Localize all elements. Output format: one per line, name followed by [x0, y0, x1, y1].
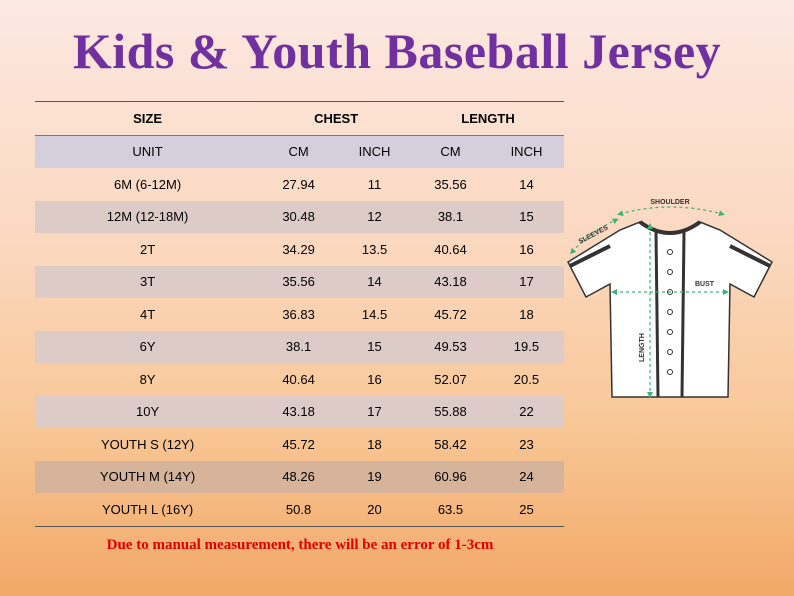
- length-cm-cell: 43.18: [412, 266, 489, 299]
- chest-inch-cell: 12: [337, 201, 412, 234]
- page-title: Kids & Youth Baseball Jersey: [72, 23, 722, 79]
- sleeves-label: SLEEVES: [577, 224, 610, 246]
- chest-cm-cell: 50.8: [260, 493, 337, 526]
- size-cell: 8Y: [139, 371, 156, 387]
- length-inch-cell: 15: [489, 201, 564, 234]
- length-label: LENGTH: [639, 333, 646, 362]
- chest-cm-cell: 35.56: [260, 266, 337, 299]
- size-cell: 3T: [35, 266, 260, 299]
- length-cm-unit: CM: [412, 135, 489, 168]
- table-row: [35, 331, 564, 364]
- length-cm-cell: 45.72: [434, 306, 467, 322]
- chest-inch-cell: 18: [367, 436, 382, 452]
- chest-inch-cell: 13.5: [361, 241, 388, 257]
- shoulder-arrow: [620, 207, 722, 214]
- length-cm-cell: 60.96: [412, 461, 489, 494]
- length-inch-cell: 24: [489, 461, 564, 494]
- size-chart-table: [35, 101, 564, 527]
- chest-inch-unit: INCH: [337, 135, 412, 168]
- chest-cm-cell: 34.29: [282, 241, 315, 257]
- table-row: [35, 168, 564, 201]
- length-inch-cell: 17: [489, 266, 564, 299]
- size-cell: 10Y: [35, 396, 260, 429]
- chest-cm-cell: 27.94: [282, 176, 315, 192]
- length-cm-cell: 52.07: [434, 371, 467, 387]
- chest-cm-cell: 45.72: [282, 436, 315, 452]
- measurement-note: Due to manual measurement, there will be an error of 1-3cm: [106, 537, 494, 553]
- length-cm-cell: 55.88: [412, 396, 489, 429]
- length-inch-cell: 18: [519, 306, 534, 322]
- length-header: LENGTH: [412, 102, 564, 136]
- chest-cm-cell: 38.1: [260, 331, 337, 364]
- table-row: [35, 233, 564, 266]
- chest-cm-cell: 40.64: [282, 371, 315, 387]
- length-cm-cell: 49.53: [412, 331, 489, 364]
- table-row: [35, 461, 564, 494]
- chest-cm-cell: 36.83: [282, 306, 315, 322]
- length-inch-cell: 22: [489, 396, 564, 429]
- size-header: SIZE: [35, 102, 260, 136]
- length-inch-cell: 16: [519, 241, 534, 257]
- length-inch-cell: 14: [519, 176, 534, 192]
- chest-cm-cell: 30.48: [260, 201, 337, 234]
- table-row: [35, 266, 564, 299]
- size-cell: YOUTH L (16Y): [35, 493, 260, 526]
- chest-inch-cell: 20: [337, 493, 412, 526]
- unit-label: UNIT: [35, 135, 260, 168]
- table-header-row: [35, 102, 564, 136]
- size-cell: 6M (6-12M): [113, 176, 182, 192]
- table-row: [35, 298, 564, 331]
- unit-row: [35, 135, 564, 168]
- table-row: [35, 363, 564, 396]
- length-inch-cell: 23: [519, 436, 534, 452]
- length-cm-cell: 58.42: [434, 436, 467, 452]
- length-inch-cell: 25: [489, 493, 564, 526]
- size-cell: 6Y: [35, 331, 260, 364]
- jersey-diagram: [560, 192, 790, 412]
- shoulder-label: SHOULDER: [650, 199, 690, 206]
- size-cell: YOUTH M (14Y): [35, 461, 260, 494]
- length-cm-cell: 35.56: [434, 176, 467, 192]
- chest-inch-cell: 15: [337, 331, 412, 364]
- chest-inch-cell: 16: [367, 371, 382, 387]
- size-cell: YOUTH S (12Y): [100, 436, 195, 452]
- chest-inch-cell: 14: [337, 266, 412, 299]
- length-cm-cell: 40.64: [434, 241, 467, 257]
- chest-inch-cell: 14.5: [361, 306, 388, 322]
- chest-header: CHEST: [260, 102, 412, 136]
- chest-inch-cell: 17: [337, 396, 412, 429]
- table-row: [35, 396, 564, 429]
- chest-cm-unit: CM: [260, 135, 337, 168]
- table-row: [35, 201, 564, 234]
- length-cm-cell: 38.1: [412, 201, 489, 234]
- length-inch-unit: INCH: [489, 135, 564, 168]
- size-cell: 4T: [139, 306, 156, 322]
- chest-inch-cell: 11: [367, 176, 382, 192]
- chest-cm-cell: 43.18: [260, 396, 337, 429]
- length-cm-cell: 63.5: [412, 493, 489, 526]
- chest-inch-cell: 19: [337, 461, 412, 494]
- chest-cm-cell: 48.26: [260, 461, 337, 494]
- length-inch-cell: 19.5: [489, 331, 564, 364]
- bust-label: BUST: [695, 281, 715, 288]
- table-row: [35, 428, 564, 461]
- size-cell: 2T: [139, 241, 156, 257]
- table-row: [35, 493, 564, 526]
- length-inch-cell: 20.5: [513, 371, 540, 387]
- size-cell: 12M (12-18M): [35, 201, 260, 234]
